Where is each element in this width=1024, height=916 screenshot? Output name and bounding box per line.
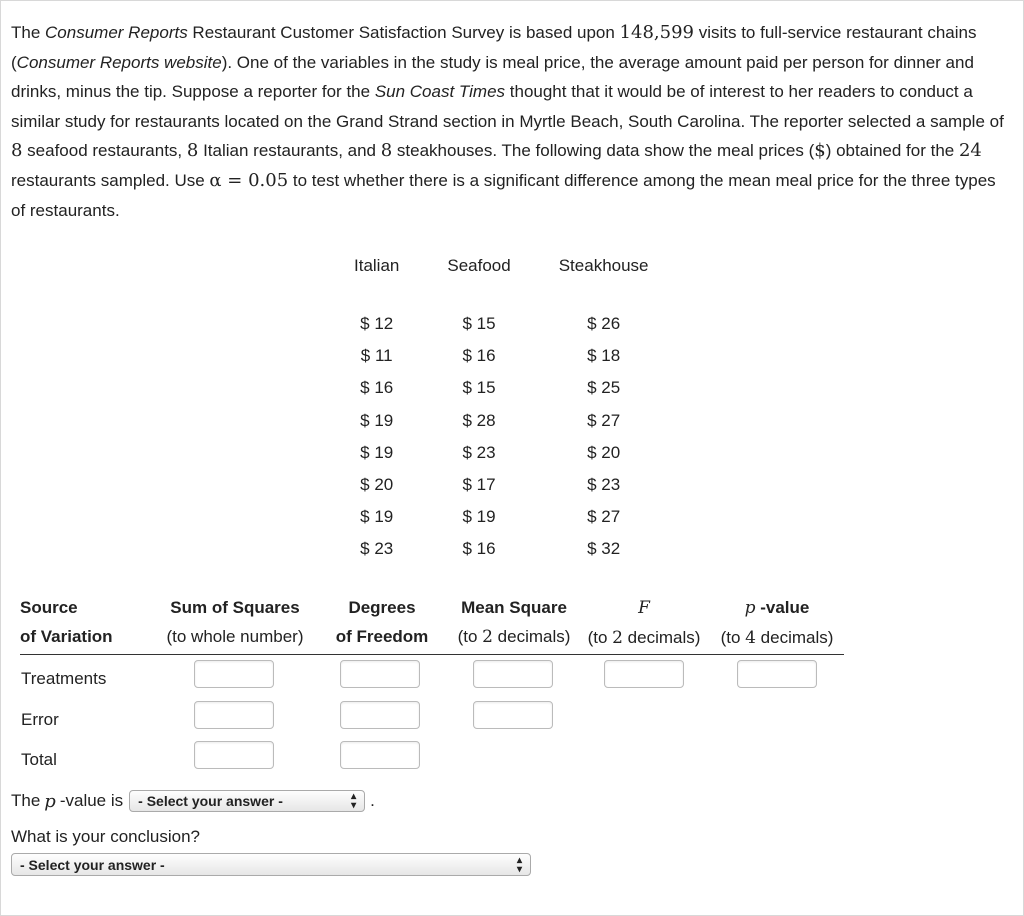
error-df-input[interactable] — [340, 701, 420, 729]
treatments-ss-input[interactable] — [194, 660, 274, 688]
table-row: $ 19 $ 28 $ 27 — [360, 410, 621, 430]
total-ss-input[interactable] — [194, 741, 274, 769]
header-seafood: Seafood — [447, 256, 511, 275]
consumer-reports-italic: Consumer Reports — [45, 23, 188, 42]
error-ss-input[interactable] — [194, 701, 274, 729]
select-arrows-icon: ▴ ▾ — [351, 791, 357, 811]
header-divider — [20, 654, 844, 655]
treatments-ms-input[interactable] — [473, 660, 553, 688]
pvalue-select[interactable]: - Select your answer - ▴ ▾ — [129, 790, 365, 812]
meal-price-table — [330, 252, 673, 566]
table-row: $ 16 $ 15 $ 25 — [360, 378, 621, 398]
table-row: $ 19 $ 23 $ 20 — [360, 442, 621, 462]
header-degrees-of-freedom: Degrees of Freedom — [335, 598, 429, 646]
treatments-df-input[interactable] — [340, 660, 420, 688]
newspaper-italic: Sun Coast Times — [374, 82, 506, 102]
header-italian: Italian — [354, 256, 400, 275]
conclusion-select[interactable]: - Select your answer - ▴ ▾ — [11, 853, 531, 876]
table-row: $ 20 $ 17 $ 23 — [360, 475, 621, 495]
pvalue-sentence: The p -value is - Select your answer - ▴ ▾ . — [11, 790, 375, 812]
table-row: $ 23 $ 16 $ 32 — [360, 539, 621, 559]
website-italic: Consumer Reports website — [16, 52, 222, 72]
row-label-treatments: Treatments — [21, 669, 107, 688]
table-row: $ 19 $ 19 $ 27 — [360, 507, 621, 527]
header-source: Source of Variation — [20, 598, 113, 646]
error-ms-input[interactable] — [473, 701, 553, 729]
conclusion-question: What is your conclusion? — [11, 827, 200, 846]
row-label-error: Error — [21, 710, 59, 729]
treatments-p-input[interactable] — [737, 660, 817, 688]
header-steakhouse: Steakhouse — [558, 256, 649, 275]
header-f: F (to 2 decimals) — [587, 598, 701, 648]
row-label-total: Total — [21, 750, 57, 769]
header-p-value: p -value (to 4 decimals) — [720, 598, 834, 648]
header-sum-of-squares: Sum of Squares (to whole number) — [166, 598, 304, 646]
table-row: $ 11 $ 16 $ 18 — [360, 346, 621, 366]
problem-statement: The Consumer Reports Restaurant Customer Satisfaction Survey is based upon 148,599 visits to full-service restaurant chains (Consumer Reports website). One of the variables in the study is meal price, the average amount paid per person for dinner and drinks, minus the tip. Suppose a reporter for the Sun Coast Times thought that it would be of interest to her readers to conduct a similar study for restaurants located on the Grand Strand section in Myrtle Beach, South Carolina. The reporter selected a sample of 8 seafood restaurants, 8 Italian restaurants, and 8 steakhouses. The following data show the meal prices ($) obtained for the 24 restaurants sampled. Use α = 0.05 to test whether there is a significant difference among the mean meal price for the three types of restaurants. — [11, 22, 1004, 220]
treatments-f-input[interactable] — [604, 660, 684, 688]
visits-number: 148,599 — [619, 22, 694, 43]
alpha-value: α = 0.05 — [209, 169, 289, 191]
header-mean-square: Mean Square (to 2 decimals) — [457, 598, 571, 647]
total-df-input[interactable] — [340, 741, 420, 769]
table-row: $ 12 $ 15 $ 26 — [360, 314, 621, 334]
select-arrows-icon: ▴ ▾ — [516, 854, 522, 875]
